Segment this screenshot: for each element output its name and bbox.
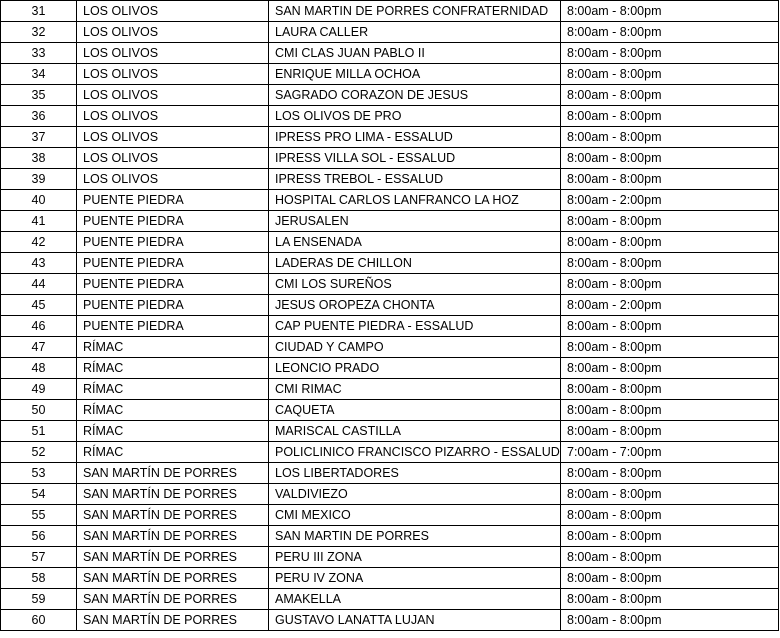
cell-hours[interactable]: 8:00am - 8:00pm (561, 526, 779, 547)
cell-facility[interactable]: LEONCIO PRADO (269, 358, 561, 379)
cell-number[interactable]: 50 (1, 400, 77, 421)
cell-facility[interactable]: PERU IV ZONA (269, 568, 561, 589)
cell-hours[interactable]: 8:00am - 8:00pm (561, 568, 779, 589)
cell-facility[interactable]: CMI RIMAC (269, 379, 561, 400)
cell-district[interactable]: SAN MARTÍN DE PORRES (77, 463, 269, 484)
table-row (1, 442, 779, 463)
cell-hours[interactable]: 8:00am - 8:00pm (561, 463, 779, 484)
table-row (1, 211, 779, 232)
cell-hours[interactable]: 8:00am - 8:00pm (561, 505, 779, 526)
cell-district[interactable]: SAN MARTÍN DE PORRES (77, 568, 269, 589)
cell-facility[interactable]: SAGRADO CORAZON DE JESUS (269, 85, 561, 106)
cell-district[interactable]: LOS OLIVOS (77, 85, 269, 106)
cell-district[interactable]: PUENTE PIEDRA (77, 190, 269, 211)
cell-number[interactable]: 54 (1, 484, 77, 505)
cell-district[interactable]: LOS OLIVOS (77, 148, 269, 169)
cell-number[interactable]: 57 (1, 547, 77, 568)
cell-number[interactable]: 32 (1, 22, 77, 43)
cell-facility[interactable]: HOSPITAL CARLOS LANFRANCO LA HOZ (269, 190, 561, 211)
cell-facility[interactable]: PERU III ZONA (269, 547, 561, 568)
cell-hours[interactable]: 8:00am - 2:00pm (561, 190, 779, 211)
cell-district[interactable]: LOS OLIVOS (77, 169, 269, 190)
cell-facility[interactable]: CAQUETA (269, 400, 561, 421)
cell-hours[interactable]: 8:00am - 8:00pm (561, 22, 779, 43)
cell-district[interactable]: RÍMAC (77, 358, 269, 379)
cell-facility[interactable]: JERUSALEN (269, 211, 561, 232)
table-row (1, 316, 779, 337)
cell-hours[interactable]: 8:00am - 8:00pm (561, 547, 779, 568)
table-row (1, 64, 779, 85)
table-row (1, 505, 779, 526)
cell-number[interactable]: 45 (1, 295, 77, 316)
table-row (1, 169, 779, 190)
cell-hours[interactable]: 8:00am - 8:00pm (561, 253, 779, 274)
table-row (1, 547, 779, 568)
cell-hours[interactable]: 8:00am - 8:00pm (561, 127, 779, 148)
table-row (1, 253, 779, 274)
table-row (1, 379, 779, 400)
cell-hours[interactable]: 8:00am - 2:00pm (561, 295, 779, 316)
cell-facility[interactable]: LAURA CALLER (269, 22, 561, 43)
cell-facility[interactable]: LOS OLIVOS DE PRO (269, 106, 561, 127)
cell-facility[interactable]: IPRESS TREBOL - ESSALUD (269, 169, 561, 190)
cell-district[interactable]: SAN MARTÍN DE PORRES (77, 484, 269, 505)
cell-number[interactable]: 38 (1, 148, 77, 169)
cell-district[interactable]: PUENTE PIEDRA (77, 274, 269, 295)
cell-hours[interactable]: 8:00am - 8:00pm (561, 232, 779, 253)
cell-facility[interactable]: VALDIVIEZO (269, 484, 561, 505)
cell-number[interactable]: 58 (1, 568, 77, 589)
cell-facility[interactable]: IPRESS PRO LIMA - ESSALUD (269, 127, 561, 148)
table-row (1, 232, 779, 253)
cell-facility[interactable]: LA ENSENADA (269, 232, 561, 253)
table-row (1, 421, 779, 442)
cell-facility[interactable]: LOS LIBERTADORES (269, 463, 561, 484)
cell-hours[interactable]: 8:00am - 8:00pm (561, 400, 779, 421)
cell-facility[interactable]: JESUS OROPEZA CHONTA (269, 295, 561, 316)
cell-facility[interactable]: MARISCAL CASTILLA (269, 421, 561, 442)
cell-number[interactable]: 44 (1, 274, 77, 295)
cell-district[interactable]: PUENTE PIEDRA (77, 232, 269, 253)
table-row (1, 463, 779, 484)
cell-hours[interactable]: 8:00am - 8:00pm (561, 421, 779, 442)
table-row (1, 589, 779, 610)
table-body (1, 0, 779, 631)
table-row (1, 1, 779, 22)
table-row (1, 85, 779, 106)
cell-district[interactable]: LOS OLIVOS (77, 127, 269, 148)
cell-hours[interactable]: 8:00am - 8:00pm (561, 589, 779, 610)
cell-facility[interactable]: AMAKELLA (269, 589, 561, 610)
cell-hours[interactable]: 8:00am - 8:00pm (561, 64, 779, 85)
cell-number[interactable]: 55 (1, 505, 77, 526)
cell-facility[interactable]: CAP PUENTE PIEDRA - ESSALUD (269, 316, 561, 337)
table-row (1, 526, 779, 547)
table-row (1, 43, 779, 64)
cell-district[interactable]: SAN MARTÍN DE PORRES (77, 589, 269, 610)
cell-district[interactable]: RÍMAC (77, 442, 269, 463)
cell-number[interactable]: 42 (1, 232, 77, 253)
table-row (1, 106, 779, 127)
table-row (1, 610, 779, 631)
cell-district[interactable]: PUENTE PIEDRA (77, 253, 269, 274)
cell-facility[interactable]: SAN MARTIN DE PORRES (269, 526, 561, 547)
cell-hours[interactable]: 8:00am - 8:00pm (561, 169, 779, 190)
cell-facility[interactable]: CIUDAD Y CAMPO (269, 337, 561, 358)
cell-facility[interactable]: GUSTAVO LANATTA LUJAN (269, 610, 561, 631)
cell-facility[interactable]: CMI LOS SUREÑOS (269, 274, 561, 295)
cell-hours[interactable]: 8:00am - 8:00pm (561, 211, 779, 232)
cell-facility[interactable]: CMI CLAS JUAN PABLO II (269, 43, 561, 64)
cell-district[interactable]: RÍMAC (77, 337, 269, 358)
cell-district[interactable]: RÍMAC (77, 400, 269, 421)
cell-hours[interactable]: 8:00am - 8:00pm (561, 85, 779, 106)
cell-hours[interactable]: 8:00am - 8:00pm (561, 148, 779, 169)
cell-hours[interactable]: 8:00am - 8:00pm (561, 1, 779, 22)
cell-district[interactable]: LOS OLIVOS (77, 22, 269, 43)
cell-number[interactable]: 35 (1, 85, 77, 106)
cell-district[interactable]: RÍMAC (77, 421, 269, 442)
cell-number[interactable]: 41 (1, 211, 77, 232)
table-row (1, 358, 779, 379)
cell-hours[interactable]: 8:00am - 8:00pm (561, 274, 779, 295)
cell-facility[interactable]: IPRESS VILLA SOL - ESSALUD (269, 148, 561, 169)
cell-district[interactable]: SAN MARTÍN DE PORRES (77, 610, 269, 631)
cell-number[interactable]: 56 (1, 526, 77, 547)
table-row (1, 190, 779, 211)
cell-facility[interactable]: CMI MEXICO (269, 505, 561, 526)
cell-district[interactable]: PUENTE PIEDRA (77, 295, 269, 316)
cell-number[interactable]: 46 (1, 316, 77, 337)
cell-district[interactable]: RÍMAC (77, 379, 269, 400)
cell-hours[interactable]: 8:00am - 8:00pm (561, 43, 779, 64)
cell-number[interactable]: 37 (1, 127, 77, 148)
cell-number[interactable]: 39 (1, 169, 77, 190)
cell-number[interactable]: 40 (1, 190, 77, 211)
cell-hours[interactable]: 8:00am - 8:00pm (561, 106, 779, 127)
cell-district[interactable]: LOS OLIVOS (77, 106, 269, 127)
cell-number[interactable]: 48 (1, 358, 77, 379)
cell-hours[interactable]: 8:00am - 8:00pm (561, 358, 779, 379)
cell-number[interactable]: 36 (1, 106, 77, 127)
cell-number[interactable]: 51 (1, 421, 77, 442)
table-row (1, 148, 779, 169)
cell-facility[interactable]: LADERAS DE CHILLON (269, 253, 561, 274)
table-row (1, 127, 779, 148)
cell-district[interactable]: LOS OLIVOS (77, 1, 269, 22)
table-row (1, 484, 779, 505)
cell-district[interactable]: SAN MARTÍN DE PORRES (77, 505, 269, 526)
cell-number[interactable]: 47 (1, 337, 77, 358)
table-row (1, 337, 779, 358)
cell-number[interactable]: 43 (1, 253, 77, 274)
cell-district[interactable]: SAN MARTÍN DE PORRES (77, 526, 269, 547)
table-row (1, 22, 779, 43)
cell-facility[interactable]: ENRIQUE MILLA OCHOA (269, 64, 561, 85)
cell-hours[interactable]: 8:00am - 8:00pm (561, 316, 779, 337)
cell-number[interactable]: 49 (1, 379, 77, 400)
cell-district[interactable]: LOS OLIVOS (77, 43, 269, 64)
cell-facility[interactable]: POLICLINICO FRANCISCO PIZARRO - ESSALUD (269, 442, 561, 463)
cell-hours[interactable]: 8:00am - 8:00pm (561, 484, 779, 505)
cell-number[interactable]: 33 (1, 43, 77, 64)
table-row (1, 274, 779, 295)
cell-district[interactable]: LOS OLIVOS (77, 64, 269, 85)
cell-facility[interactable]: SAN MARTIN DE PORRES CONFRATERNIDAD (269, 1, 561, 22)
cell-number[interactable]: 53 (1, 463, 77, 484)
cell-district[interactable]: PUENTE PIEDRA (77, 316, 269, 337)
table-row (1, 568, 779, 589)
cell-number[interactable]: 60 (1, 610, 77, 631)
cell-hours[interactable]: 8:00am - 8:00pm (561, 337, 779, 358)
cell-district[interactable]: SAN MARTÍN DE PORRES (77, 547, 269, 568)
cell-number[interactable]: 34 (1, 64, 77, 85)
cell-number[interactable]: 59 (1, 589, 77, 610)
cell-number[interactable]: 52 (1, 442, 77, 463)
cell-hours[interactable]: 7:00am - 7:00pm (561, 442, 779, 463)
table-row (1, 400, 779, 421)
cell-hours[interactable]: 8:00am - 8:00pm (561, 610, 779, 631)
cell-hours[interactable]: 8:00am - 8:00pm (561, 379, 779, 400)
table-row (1, 295, 779, 316)
cell-number[interactable]: 31 (1, 1, 77, 22)
cell-district[interactable]: PUENTE PIEDRA (77, 211, 269, 232)
